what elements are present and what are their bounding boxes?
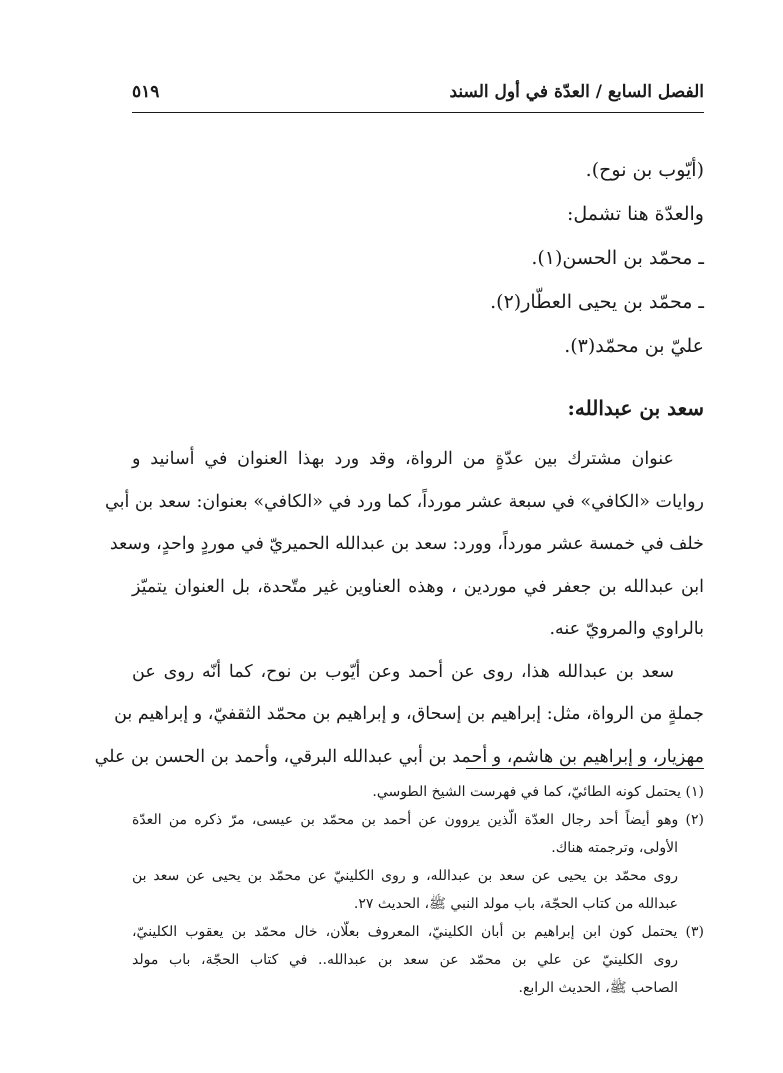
footnote-line: الصاحب ﷺ، الحديث الرابع. (518, 980, 678, 996)
narrator-list (132, 148, 704, 368)
footnotes (132, 778, 704, 1002)
section-heading: سعد بن عبدالله: (567, 396, 704, 420)
footnote-line: عبدالله من كتاب الحجّة، باب مولد النبي ﷺ، الحديث ٢٧. (353, 896, 678, 912)
paragraph-line: مهزيار، و إبراهيم بن هاشم، و أحمد بن أبي عبدالله البرقي، وأحمد بن الحسن بن علي (94, 746, 704, 767)
page-number: ٥١٩ (132, 82, 160, 102)
list-item: (أيّوب بن نوح). (585, 159, 704, 181)
footnote-line: روى محمّد بن يحيى عن سعد بن عبدالله، و روى الكلينيّ عن محمّد بن يحيى عن سعد بن (132, 868, 678, 884)
list-item: ـ محمّد بن يحيى العطّار(٢). (490, 291, 704, 313)
paragraph-line: جملةٍ من الرواة، مثل: إبراهيم بن إسحاق، و إبراهيم بن محمّد الثقفيّ، و إبراهيم بن (114, 704, 704, 724)
footnote-line: الأولى، وترجمته هناك. (551, 840, 678, 856)
paragraph-line: ابن عبدالله بن جعفر في موردين ، وهذه العناوين غير متّحدة، بل العنوان يتميّز (132, 576, 704, 597)
paragraph-line: بالراوي والمرويّ عنه. (549, 619, 704, 639)
footnote-divider (466, 768, 704, 769)
paragraph-line: سعد بن عبدالله هذا، روى عن أحمد وعن أيّوب بن نوح، كما أنّه روى عن (132, 661, 674, 682)
running-header (132, 80, 704, 110)
list-item: والعدّة هنا تشمل: (567, 203, 704, 225)
paragraph-line: خلف في خمسة عشر مورداً، وورد: سعد بن عبدالله الحميريّ في موردٍ واحدٍ، وسعد (109, 534, 704, 554)
body-paragraphs (94, 438, 704, 778)
footnote-line: روى الكلينيّ عن علي بن محمّد عن سعد بن عبدالله.. في كتاب الحجّة، باب مولد (132, 952, 678, 968)
footnote-line: (١) يحتمل كونه الطائيّ، كما في فهرست الشيخ الطوسي. (372, 784, 704, 800)
header-divider (132, 112, 704, 113)
paragraph-line: روايات «الكافي» في سبعة عشر مورداً، كما ورد في «الكافي» بعنوان: سعد بن أبي (105, 491, 704, 512)
list-item: عليّ بن محمّد(٣). (564, 335, 704, 357)
footnote-line: (٢) وهو أيضاً أحد رجال العدّة الّذين يروون عن أحمد بن محمّد بن عيسى، مرّ ذكره من العدّة (132, 812, 704, 828)
paragraph-line: عنوان مشترك بين عدّةٍ من الرواة، وقد ورد بهذا العنوان في أسانيد و (132, 449, 674, 469)
footnote-line: (٣) يحتمل كون ابن إبراهيم بن أبان الكلينيّ، المعروف بعلّان، خال محمّد بن يعقوب الكلينيّ، (132, 924, 704, 940)
list-item: ـ محمّد بن الحسن(١). (531, 247, 704, 269)
chapter-title: الفصل السابع / العدّة في أول السند (449, 82, 704, 102)
